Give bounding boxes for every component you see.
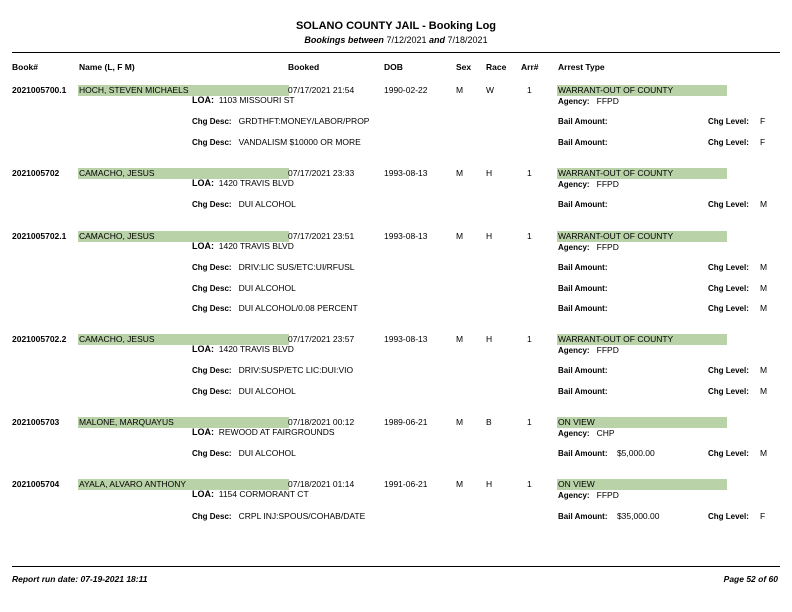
arrest-number: 1: [527, 334, 532, 344]
charge-description: [192, 511, 365, 521]
loa-value: 1103 MISSOURI ST: [218, 95, 295, 105]
bail-amount: [558, 283, 607, 293]
chg-desc-label: Chg Desc:: [192, 512, 232, 521]
report-subtitle: [0, 35, 792, 45]
charge-level-value: F: [760, 511, 766, 521]
loa-label: LOA:: [192, 178, 214, 188]
agency-label: Agency:: [558, 97, 590, 106]
bail-amount-label: Bail Amount:: [558, 263, 608, 272]
charge-description: [192, 365, 353, 375]
charge-level-value: M: [760, 448, 768, 458]
book-number: 2021005703: [12, 417, 60, 427]
arrest-number: 1: [527, 479, 532, 489]
bail-amount-value: $35,000.00: [616, 511, 660, 521]
agency-value: FFPD: [596, 490, 619, 500]
footer-divider: [12, 566, 780, 567]
book-number: 2021005702.2: [12, 334, 67, 344]
inmate-name: CAMACHO, JESUS: [78, 168, 289, 179]
charge-row: [0, 262, 792, 274]
report-title: SOLANO COUNTY JAIL - Booking Log: [295, 20, 497, 32]
agency-value: FFPD: [596, 96, 619, 106]
charge-description: [192, 116, 369, 126]
charge-description: [192, 448, 296, 458]
charge-level-value: F: [760, 116, 766, 126]
charge-row: [0, 137, 792, 149]
agency-value: CHP: [596, 428, 615, 438]
charge-description: [192, 283, 296, 293]
charge-level-label: [708, 116, 749, 126]
agency-label: Agency:: [558, 346, 590, 355]
header-divider: [12, 52, 780, 53]
chg-desc-value: DUI ALCOHOL: [238, 199, 296, 209]
chg-level-label: Chg Level:: [708, 117, 749, 126]
race-value: H: [486, 231, 493, 241]
charge-level-value: M: [760, 386, 768, 396]
charge-level-label: [708, 511, 749, 521]
agency-label: Agency:: [558, 491, 590, 500]
booking-record: [0, 226, 792, 286]
charge-level-value: M: [760, 199, 768, 209]
chg-level-label: Chg Level:: [708, 387, 749, 396]
chg-desc-label: Chg Desc:: [192, 387, 232, 396]
chg-desc-value: DUI ALCOHOL: [238, 448, 296, 458]
chg-desc-label: Chg Desc:: [192, 366, 232, 375]
arrest-type: WARRANT-OUT OF COUNTY: [557, 231, 727, 242]
bail-amount-label: Bail Amount:: [558, 387, 608, 396]
bail-amount: [558, 303, 607, 313]
charge-level-label: [708, 262, 749, 272]
charge-description: [192, 303, 358, 313]
charge-level-label: [708, 137, 749, 147]
loa-line: [192, 427, 335, 437]
date-of-birth: 1993-08-13: [384, 168, 428, 178]
chg-desc-label: Chg Desc:: [192, 200, 232, 209]
loa-value: REWOOD AT FAIRGROUNDS: [218, 427, 335, 437]
loa-line: [192, 241, 294, 251]
chg-desc-value: DUI ALCOHOL: [238, 386, 296, 396]
bail-amount: [558, 386, 607, 396]
loa-value: 1154 CORMORANT CT: [218, 489, 309, 499]
charge-row: [0, 365, 792, 377]
subtitle-prefix: Bookings between: [304, 35, 384, 45]
start-date: 7/12/2021: [386, 35, 427, 45]
sex-value: M: [456, 231, 464, 241]
book-number: 2021005700.1: [12, 85, 67, 95]
race-value: H: [486, 479, 493, 489]
charge-level-value: M: [760, 283, 768, 293]
booked-datetime: 07/17/2021 23:57: [288, 334, 355, 344]
book-number: 2021005702.1: [12, 231, 67, 241]
charge-level-label: [708, 199, 749, 209]
column-header-dob: DOB: [384, 62, 403, 72]
arrest-number: 1: [527, 417, 532, 427]
chg-desc-value: CRPL INJ:SPOUS/COHAB/DATE: [238, 511, 366, 521]
charge-description: [192, 262, 355, 272]
charge-row: [0, 303, 792, 315]
chg-desc-label: Chg Desc:: [192, 263, 232, 272]
chg-desc-value: DRIV:LIC SUS/ETC:UI/RFUSL: [238, 262, 355, 272]
bail-amount-label: Bail Amount:: [558, 304, 608, 313]
bail-amount-label: Bail Amount:: [558, 200, 608, 209]
charge-row: [0, 116, 792, 128]
agency-line: [558, 345, 619, 355]
column-header-race: Race: [486, 62, 507, 72]
arrest-number: 1: [527, 168, 532, 178]
book-number: 2021005704: [12, 479, 60, 489]
loa-label: LOA:: [192, 241, 214, 251]
agency-line: [558, 96, 619, 106]
loa-value: 1420 TRAVIS BLVD: [218, 178, 294, 188]
loa-value: 1420 TRAVIS BLVD: [218, 241, 294, 251]
agency-value: FFPD: [596, 242, 619, 252]
sex-value: M: [456, 85, 464, 95]
agency-line: [558, 242, 619, 252]
charge-description: [192, 199, 296, 209]
chg-desc-value: DRIV:SUSP/ETC LIC:DUI:VIO: [238, 365, 354, 375]
sex-value: M: [456, 479, 464, 489]
booked-datetime: 07/18/2021 00:12: [288, 417, 355, 427]
bail-amount: [558, 199, 607, 209]
arrest-type: ON VIEW: [557, 417, 727, 428]
sex-value: M: [456, 334, 464, 344]
loa-line: [192, 178, 294, 188]
charge-row: [0, 283, 792, 295]
chg-level-label: Chg Level:: [708, 366, 749, 375]
loa-label: LOA:: [192, 95, 214, 105]
charge-level-value: M: [760, 365, 768, 375]
bail-amount-label: Bail Amount:: [558, 284, 608, 293]
loa-line: [192, 95, 295, 105]
race-value: W: [486, 85, 495, 95]
booking-record: [0, 163, 792, 223]
column-header-sex: Sex: [456, 62, 472, 72]
agency-line: [558, 490, 619, 500]
date-of-birth: 1989-06-21: [384, 417, 428, 427]
chg-desc-value: DUI ALCOHOL/0.08 PERCENT: [238, 303, 358, 313]
inmate-name: CAMACHO, JESUS: [78, 334, 289, 345]
agency-line: [558, 179, 619, 189]
charge-row: [0, 199, 792, 211]
bail-amount: [558, 137, 607, 147]
column-header-name: Name (L, F M): [79, 62, 135, 72]
booked-datetime: 07/17/2021 23:51: [288, 231, 355, 241]
column-header-book: Book#: [12, 62, 38, 72]
inmate-name: HOCH, STEVEN MICHAELS: [78, 85, 289, 96]
loa-label: LOA:: [192, 344, 214, 354]
loa-line: [192, 489, 309, 499]
charge-description: [192, 386, 296, 396]
charge-level-label: [708, 386, 749, 396]
booking-record: [0, 80, 792, 140]
arrest-number: 1: [527, 85, 532, 95]
end-date: 7/18/2021: [447, 35, 488, 45]
booked-datetime: 07/18/2021 01:14: [288, 479, 355, 489]
chg-level-label: Chg Level:: [708, 138, 749, 147]
loa-label: LOA:: [192, 489, 214, 499]
chg-desc-label: Chg Desc:: [192, 449, 232, 458]
chg-level-label: Chg Level:: [708, 284, 749, 293]
inmate-name: MALONE, MARQUAYUS: [78, 417, 289, 428]
charge-level-value: F: [760, 137, 766, 147]
chg-level-label: Chg Level:: [708, 263, 749, 272]
bail-amount: [558, 448, 655, 458]
loa-label: LOA:: [192, 427, 214, 437]
booked-datetime: 07/17/2021 21:54: [288, 85, 355, 95]
loa-value: 1420 TRAVIS BLVD: [218, 344, 294, 354]
subtitle-and: and: [429, 35, 446, 45]
bail-amount-value: $5,000.00: [616, 448, 655, 458]
bail-amount-label: Bail Amount:: [558, 138, 608, 147]
report-run-date: Report run date: 07-19-2021 18:11: [12, 574, 148, 584]
chg-desc-value: VANDALISM $10000 OR MORE: [238, 137, 361, 147]
inmate-name: CAMACHO, JESUS: [78, 231, 289, 242]
bail-amount-label: Bail Amount:: [558, 117, 608, 126]
charge-level-value: M: [760, 262, 768, 272]
agency-value: FFPD: [596, 179, 619, 189]
agency-label: Agency:: [558, 243, 590, 252]
agency-value: FFPD: [596, 345, 619, 355]
charge-level-label: [708, 283, 749, 293]
column-header-booked: Booked: [288, 62, 320, 72]
arrest-type: WARRANT-OUT OF COUNTY: [557, 168, 727, 179]
agency-label: Agency:: [558, 429, 590, 438]
column-header-arr: Arr#: [521, 62, 539, 72]
column-header-arrest-type: Arrest Type: [558, 62, 605, 72]
race-value: H: [486, 168, 493, 178]
charge-row: [0, 448, 792, 460]
date-of-birth: 1993-08-13: [384, 231, 428, 241]
bail-amount: [558, 511, 659, 521]
booking-record: [0, 474, 792, 534]
agency-label: Agency:: [558, 180, 590, 189]
bail-amount-label: Bail Amount:: [558, 366, 608, 375]
race-value: H: [486, 334, 493, 344]
bail-amount: [558, 365, 607, 375]
chg-desc-value: GRDTHFT:MONEY/LABOR/PROP: [238, 116, 370, 126]
page-number: Page 52 of 60: [723, 574, 778, 584]
chg-level-label: Chg Level:: [708, 512, 749, 521]
charge-level-label: [708, 448, 749, 458]
race-value: B: [486, 417, 492, 427]
book-number: 2021005702: [12, 168, 60, 178]
bail-amount-label: Bail Amount:: [558, 449, 608, 458]
inmate-name: AYALA, ALVARO ANTHONY: [78, 479, 289, 490]
charge-row: [0, 511, 792, 523]
chg-desc-value: DUI ALCOHOL: [238, 283, 296, 293]
booked-datetime: 07/17/2021 23:33: [288, 168, 355, 178]
bail-amount: [558, 262, 607, 272]
booking-record: [0, 412, 792, 472]
date-of-birth: 1993-08-13: [384, 334, 428, 344]
agency-line: [558, 428, 615, 438]
chg-desc-label: Chg Desc:: [192, 117, 232, 126]
charge-description: [192, 137, 361, 147]
arrest-type: WARRANT-OUT OF COUNTY: [557, 334, 727, 345]
loa-line: [192, 344, 294, 354]
sex-value: M: [456, 168, 464, 178]
arrest-type: ON VIEW: [557, 479, 727, 490]
chg-level-label: Chg Level:: [708, 200, 749, 209]
chg-level-label: Chg Level:: [708, 304, 749, 313]
chg-desc-label: Chg Desc:: [192, 304, 232, 313]
sex-value: M: [456, 417, 464, 427]
charge-level-label: [708, 365, 749, 375]
date-of-birth: 1990-02-22: [384, 85, 428, 95]
bail-amount-label: Bail Amount:: [558, 512, 608, 521]
arrest-type: WARRANT-OUT OF COUNTY: [557, 85, 727, 96]
date-of-birth: 1991-06-21: [384, 479, 428, 489]
chg-level-label: Chg Level:: [708, 449, 749, 458]
booking-record: [0, 329, 792, 389]
charge-level-label: [708, 303, 749, 313]
arrest-number: 1: [527, 231, 532, 241]
chg-desc-label: Chg Desc:: [192, 284, 232, 293]
chg-desc-label: Chg Desc:: [192, 138, 232, 147]
charge-level-value: M: [760, 303, 768, 313]
charge-row: [0, 386, 792, 398]
bail-amount: [558, 116, 607, 126]
